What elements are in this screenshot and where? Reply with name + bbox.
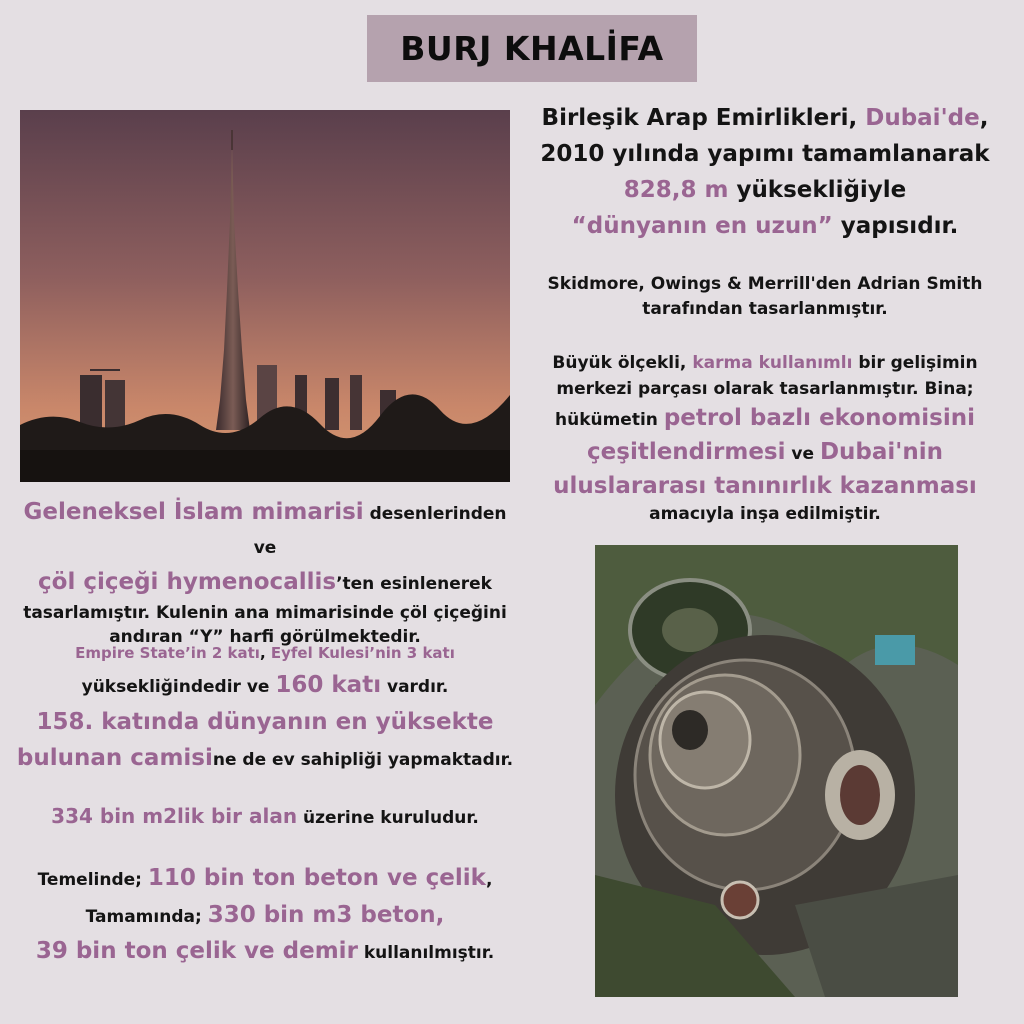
materials-paragraph: Temelinde; 110 bin ton beton ve çelik, Tamamında; 330 bin m3 beton, 39 bin ton çelik ve demir kullanılmıştır. <box>35 865 495 964</box>
inspiration-paragraph: Geleneksel İslam mimarisi desenlerinden ve çöl çiçeği hymenocallis’ten esinlenerek tasarlamıştır. Kulenin ana mimarisinde çöl çiçeğini andıran “Y” harfi görülmektedir. <box>23 499 507 647</box>
skyline-photo <box>20 110 510 482</box>
designer-paragraph: Skidmore, Owings & Merrill'den Adrian Smith tarafından tasarlanmıştır. <box>547 274 983 319</box>
height-paragraph: Empire State’in 2 katı, Eyfel Kulesi’nin 3 katı yüksekliğindedir ve 160 katı vardır. 158. katında dünyanın en yüksekte bulunan camisine de ev sahipliği yapmaktadır. <box>16 644 514 771</box>
purpose-paragraph: Büyük ölçekli, karma kullanımlı bir gelişimin merkezi parçası olarak tasarlanmıştır. Bina; hükümetin petrol bazlı ekonomisini çeşitlendirmesi ve Dubai'nin uluslararası tanınırlık kazanması amacıyla inşa edilmiştir. <box>552 353 978 524</box>
area-paragraph: 334 bin m2lik bir alan üzerine kuruludur. <box>51 804 479 828</box>
title-banner <box>367 15 697 82</box>
intro-paragraph: Birleşik Arap Emirlikleri, Dubai'de, 2010 yılında yapımı tamamlanarak 828,8 m yüksekliğiyle “dünyanın en uzun” yapısıdır. <box>540 105 990 239</box>
aerial-photo <box>595 545 958 997</box>
page-title: BURJ KHALİFA <box>400 29 664 68</box>
